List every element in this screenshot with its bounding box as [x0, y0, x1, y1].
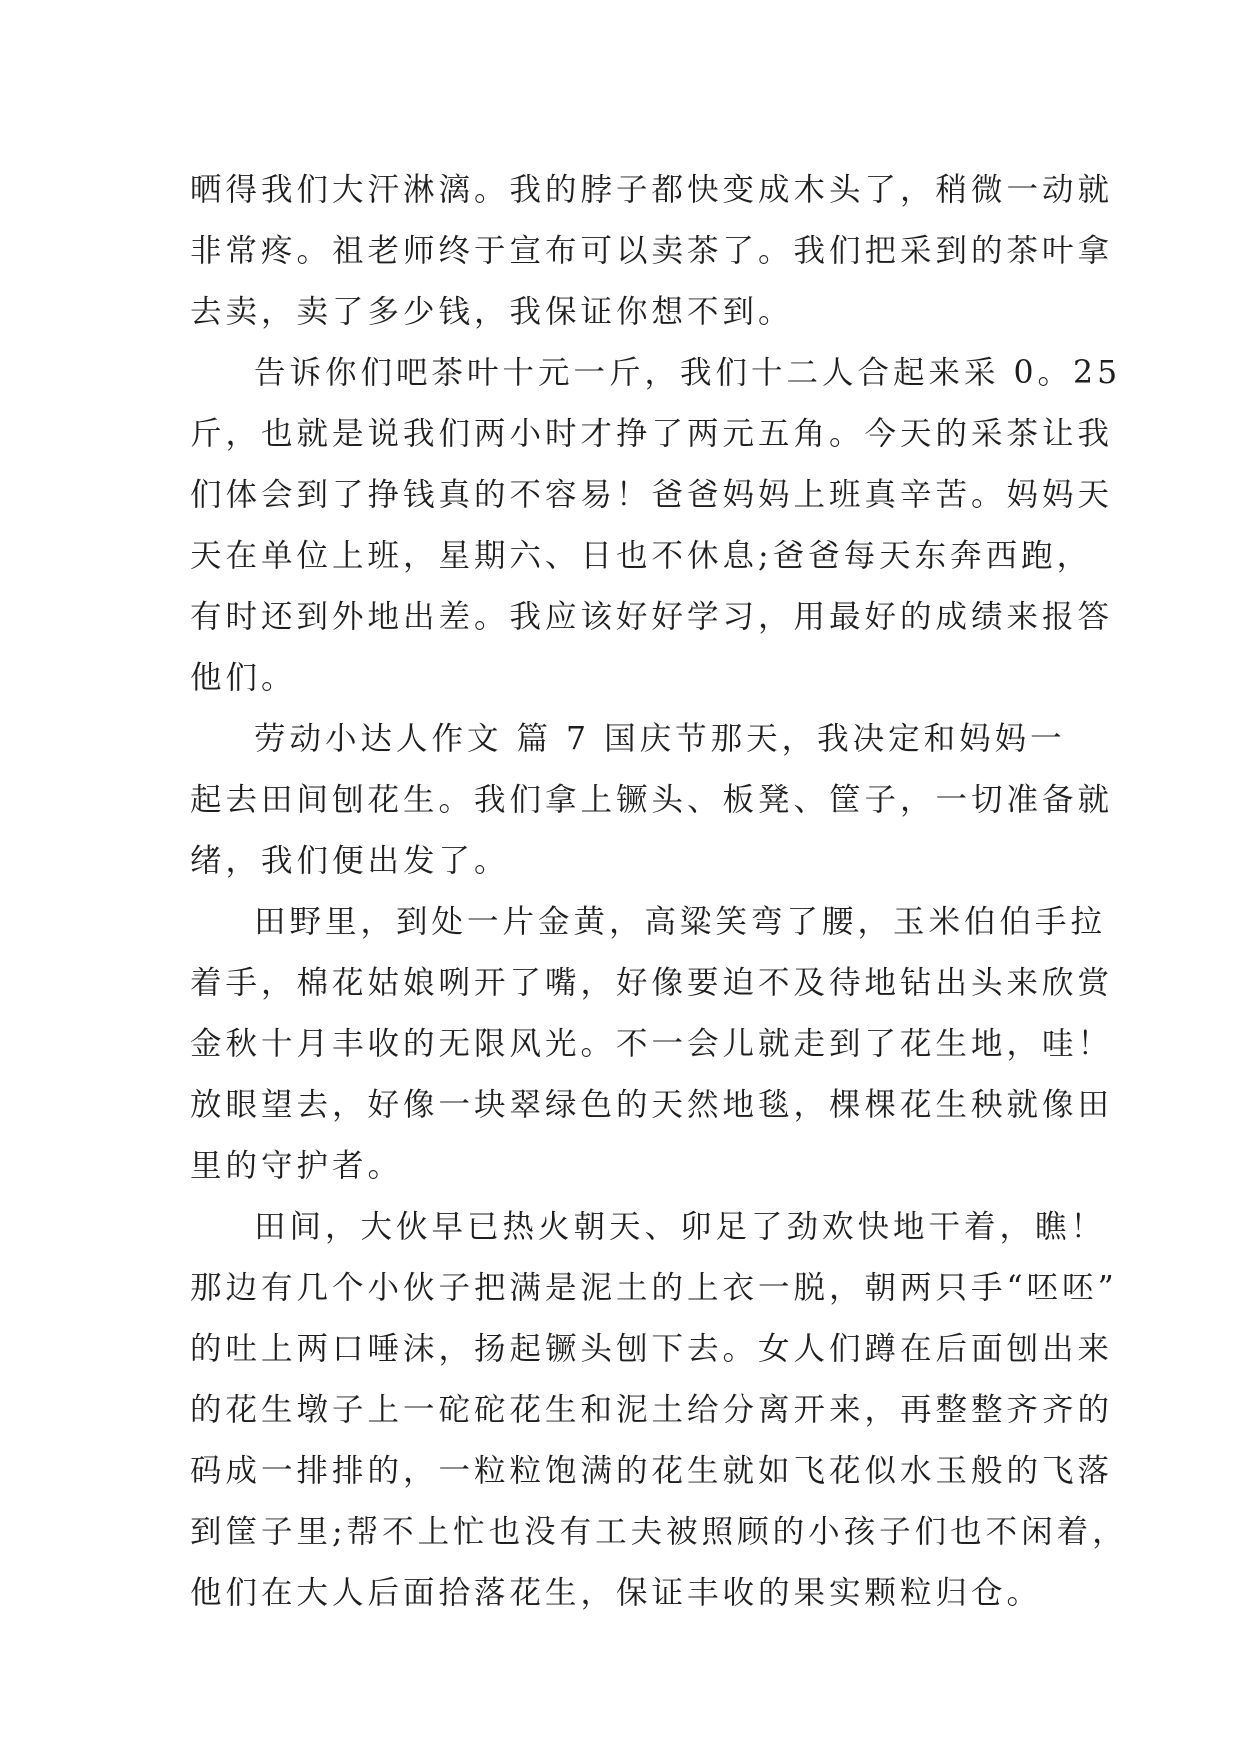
text-line: 着手，棉花姑娘咧开了嘴，好像要迫不及待地钻出头来欣赏	[190, 965, 1114, 1001]
text-line: 劳动小达人作文 篇 7 国庆节那天，我决定和妈妈一	[254, 721, 1066, 757]
paragraph-4	[190, 892, 1114, 1197]
essay-body	[190, 160, 1128, 1624]
text-line: 到筐子里;帮不上忙也没有工夫被照顾的小孩子们也不闲着，	[190, 1514, 1128, 1550]
text-line: 金秋十月丰收的无限风光。不一会儿就走到了花生地，哇！	[190, 1026, 1114, 1062]
paragraph-3	[190, 709, 1114, 892]
text-line: 天在单位上班，星期六、日也不休息;爸爸每天东奔西跑，	[190, 538, 1093, 574]
text-line: 们体会到了挣钱真的不容易！爸爸妈妈上班真辛苦。妈妈天	[190, 477, 1114, 513]
text-line: 非常疼。祖老师终于宣布可以卖茶了。我们把采到的茶叶拿	[190, 233, 1114, 269]
text-line: 绪，我们便出发了。	[190, 843, 510, 879]
text-line: 的吐上两口唾沫，扬起镢头刨下去。女人们蹲在后面刨出来	[190, 1331, 1114, 1367]
text-line: 的花生墩子上一砣砣花生和泥土给分离开来，再整整齐齐的	[190, 1392, 1114, 1428]
text-line: 斤，也就是说我们两小时才挣了两元五角。今天的采茶让我	[190, 416, 1114, 452]
text-line: 他们。	[190, 660, 297, 696]
paragraph-2	[190, 343, 1122, 709]
paragraph-1	[190, 160, 1114, 343]
text-line: 晒得我们大汗淋漓。我的脖子都快变成木头了，稍微一动就	[190, 172, 1114, 208]
text-line: 田间，大伙早已热火朝天、卯足了劲欢快地干着，瞧！	[254, 1209, 1107, 1245]
text-line: 告诉你们吧茶叶十元一斤，我们十二人合起来采 0。25	[254, 355, 1122, 391]
text-line: 码成一排排的，一粒粒饱满的花生就如飞花似水玉般的飞落	[190, 1453, 1114, 1489]
text-line: 里的守护者。	[190, 1148, 404, 1184]
text-line: 有时还到外地出差。我应该好好学习，用最好的成绩来报答	[190, 599, 1114, 635]
text-line: 起去田间刨花生。我们拿上镢头、板凳、筐子，一切准备就	[190, 782, 1114, 818]
text-line: 田野里，到处一片金黄，高粱笑弯了腰，玉米伯伯手拉	[254, 904, 1107, 940]
text-line: 他们在大人后面拾落花生，保证丰收的果实颗粒归仓。	[190, 1575, 1043, 1611]
text-line: 去卖，卖了多少钱，我保证你想不到。	[190, 294, 794, 330]
paragraph-5	[190, 1197, 1128, 1624]
text-line: 放眼望去，好像一块翠绿色的天然地毯，棵棵花生秧就像田	[190, 1087, 1114, 1123]
text-line: 那边有几个小伙子把满是泥土的上衣一脱，朝两只手“呸呸”	[190, 1270, 1118, 1306]
